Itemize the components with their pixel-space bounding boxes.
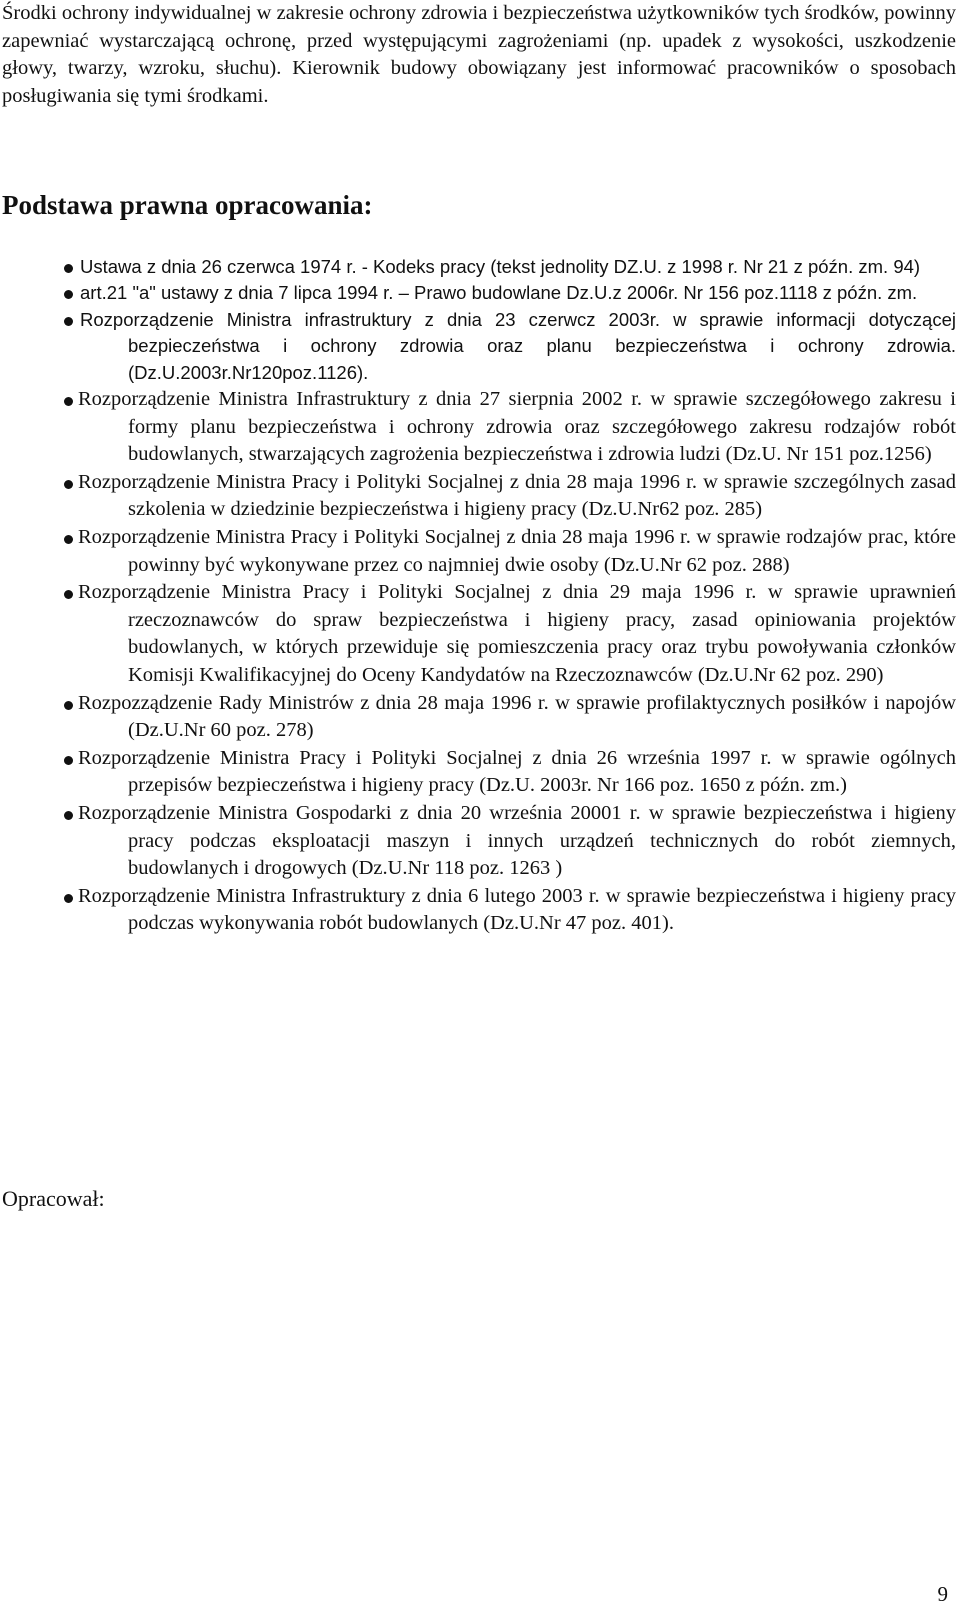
legal-basis-continuation: szczególnych zasad szkolenia w dziedzinie bezpieczeństwa i higieny pracy (Dz.U.Nr62 poz. 285) <box>128 470 956 521</box>
legal-basis-continuation: i higieny pracy podczas eksploatacji maszyn i innych urządzeń technicznych do robót ziemnych, budowlanych i drogowych (Dz.U.Nr 118 poz. 1263 ) <box>128 801 957 880</box>
legal-basis-first-line: Rozporządzenie Ministra Gospodarki z dnia 20 września 20001 r. w sprawie bezpieczeństwa <box>78 801 873 824</box>
legal-basis-item <box>0 280 960 306</box>
legal-basis-list <box>0 254 960 938</box>
legal-basis-first-line: Rozporządzenie Ministra infrastruktury z dnia 23 czerwcz 2003r. w sprawie informacji <box>80 308 856 330</box>
legal-basis-continuation: dotyczącej bezpieczeństwa i ochrony zdrowia oraz planu bezpieczeństwa i ochrony zdrowia. (Dz.U.2003r.Nr120poz.1126). <box>128 308 956 383</box>
legal-basis-continuation: z późn. zm. 94) <box>793 256 921 277</box>
legal-basis-first-line: Rozporządzenie Ministra Infrastruktury z dnia 27 sierpnia 2002 r. w sprawie szczegółowego <box>78 388 871 411</box>
bullet-icon <box>64 480 73 489</box>
bullet-icon <box>64 756 73 765</box>
legal-basis-item <box>0 690 960 745</box>
bullet-icon <box>64 397 73 406</box>
legal-basis-continuation: zakresu i formy planu bezpieczeństwa i ochrony zdrowia oraz szczegółowego zakresu rodzajów robót budowlanych, stwarzających zagrożenia bezpieczeństwa i zdrowia ludzi (Dz.U. Nr 151 poz.1256) <box>128 388 957 466</box>
legal-basis-item <box>0 386 960 469</box>
legal-basis-first-line: Rozporządzenie Ministra Infrastruktury z dnia 6 lutego 2003 r. w sprawie bezpieczeństwa i <box>78 884 837 907</box>
legal-basis-item <box>0 745 960 800</box>
bullet-icon <box>64 290 73 299</box>
page-number: 9 <box>937 1582 948 1606</box>
legal-basis-item <box>0 579 960 689</box>
legal-basis-item <box>0 524 960 579</box>
bullet-icon <box>64 894 73 903</box>
legal-basis-first-line: Rozporządzenie Ministra Pracy i Polityki Socjalnej z dnia 28 maja 1996 r. w sprawie <box>78 526 781 548</box>
bullet-icon <box>64 317 73 326</box>
legal-basis-first-line: Rozpozządzenie Rady Ministrów z dnia 28 maja 1996 r. w sprawie profilaktycznych <box>78 691 786 714</box>
legal-basis-item <box>0 883 960 938</box>
legal-basis-item <box>0 469 960 524</box>
legal-basis-first-line: Rozporządzenie Ministra Pracy i Polityki Socjalnej z dnia 26 września 1997 r. w sprawie <box>78 746 870 769</box>
legal-basis-item <box>0 254 960 280</box>
bullet-icon <box>64 264 73 273</box>
section-heading: Podstawa prawna opracowania: <box>2 190 373 220</box>
legal-basis-item <box>0 800 960 883</box>
legal-basis-continuation: higieny pracy podczas wykonywania robót budowlanych (Dz.U.Nr 47 poz. 401). <box>128 884 956 935</box>
legal-basis-continuation: rodzajów prac, które powinny być wykonywane przez co najmniej dwie osoby (Dz.U.Nr 62 poz. 288) <box>128 526 956 576</box>
legal-basis-item <box>0 307 960 386</box>
legal-basis-continuation: z późn. zm. <box>822 282 918 304</box>
bullet-icon <box>64 590 73 599</box>
signature-label: Opracował: <box>2 1186 105 1211</box>
legal-basis-continuation: ogólnych przepisów bezpieczeństwa i higieny pracy (Dz.U. 2003r. Nr 166 poz. 1650 z późn. zm.) <box>128 746 957 797</box>
bullet-icon <box>64 535 73 544</box>
legal-basis-first-line: Ustawa z dnia 26 czerwca 1974 r. - Kodeks pracy (tekst jednolity DZ.U. z 1998 r. Nr 21 <box>80 256 789 277</box>
legal-basis-first-line: Rozporządzenie Ministra Pracy i Polityki Socjalnej z dnia 29 maja 1996 r. w sprawie <box>78 581 858 604</box>
legal-basis-continuation: posiłków i napojów (Dz.U.Nr 60 poz. 278) <box>128 691 957 742</box>
intro-paragraph: Środki ochrony indywidualnej w zakresie ochrony zdrowia i bezpieczeństwa użytkowników tych środków, powinny zapewniać wystarczającą ochronę, przed występującymi zagrożeniami (np. upadek z wysokości, uszkodzenie głowy, twarzy, wzroku, słuchu). Kierownik budowy obowiązany jest informować pracowników o sposobach posługiwania się tymi środkami. <box>2 2 956 107</box>
legal-basis-first-line: art.21 "a" ustawy z dnia 7 lipca 1994 r. – Prawo budowlane Dz.U.z 2006r. Nr 156 poz.1118 <box>80 282 818 304</box>
legal-basis-continuation: uprawnień rzeczoznawców do spraw bezpieczeństwa i higieny pracy, zasad opiniowania projektów budowlanych, w których przewiduje się pomieszczenia pracy oraz trybu powoływania członków Komisji Kwalifikacyjnej do Oceny Kandydatów na Rzeczoznawców (Dz.U.Nr 62 poz. 290) <box>128 581 956 686</box>
bullet-icon <box>64 811 73 820</box>
bullet-icon <box>64 701 73 710</box>
legal-basis-first-line: Rozporządzenie Ministra Pracy i Polityki Socjalnej z dnia 28 maja 1996 r. w sprawie <box>78 470 788 493</box>
